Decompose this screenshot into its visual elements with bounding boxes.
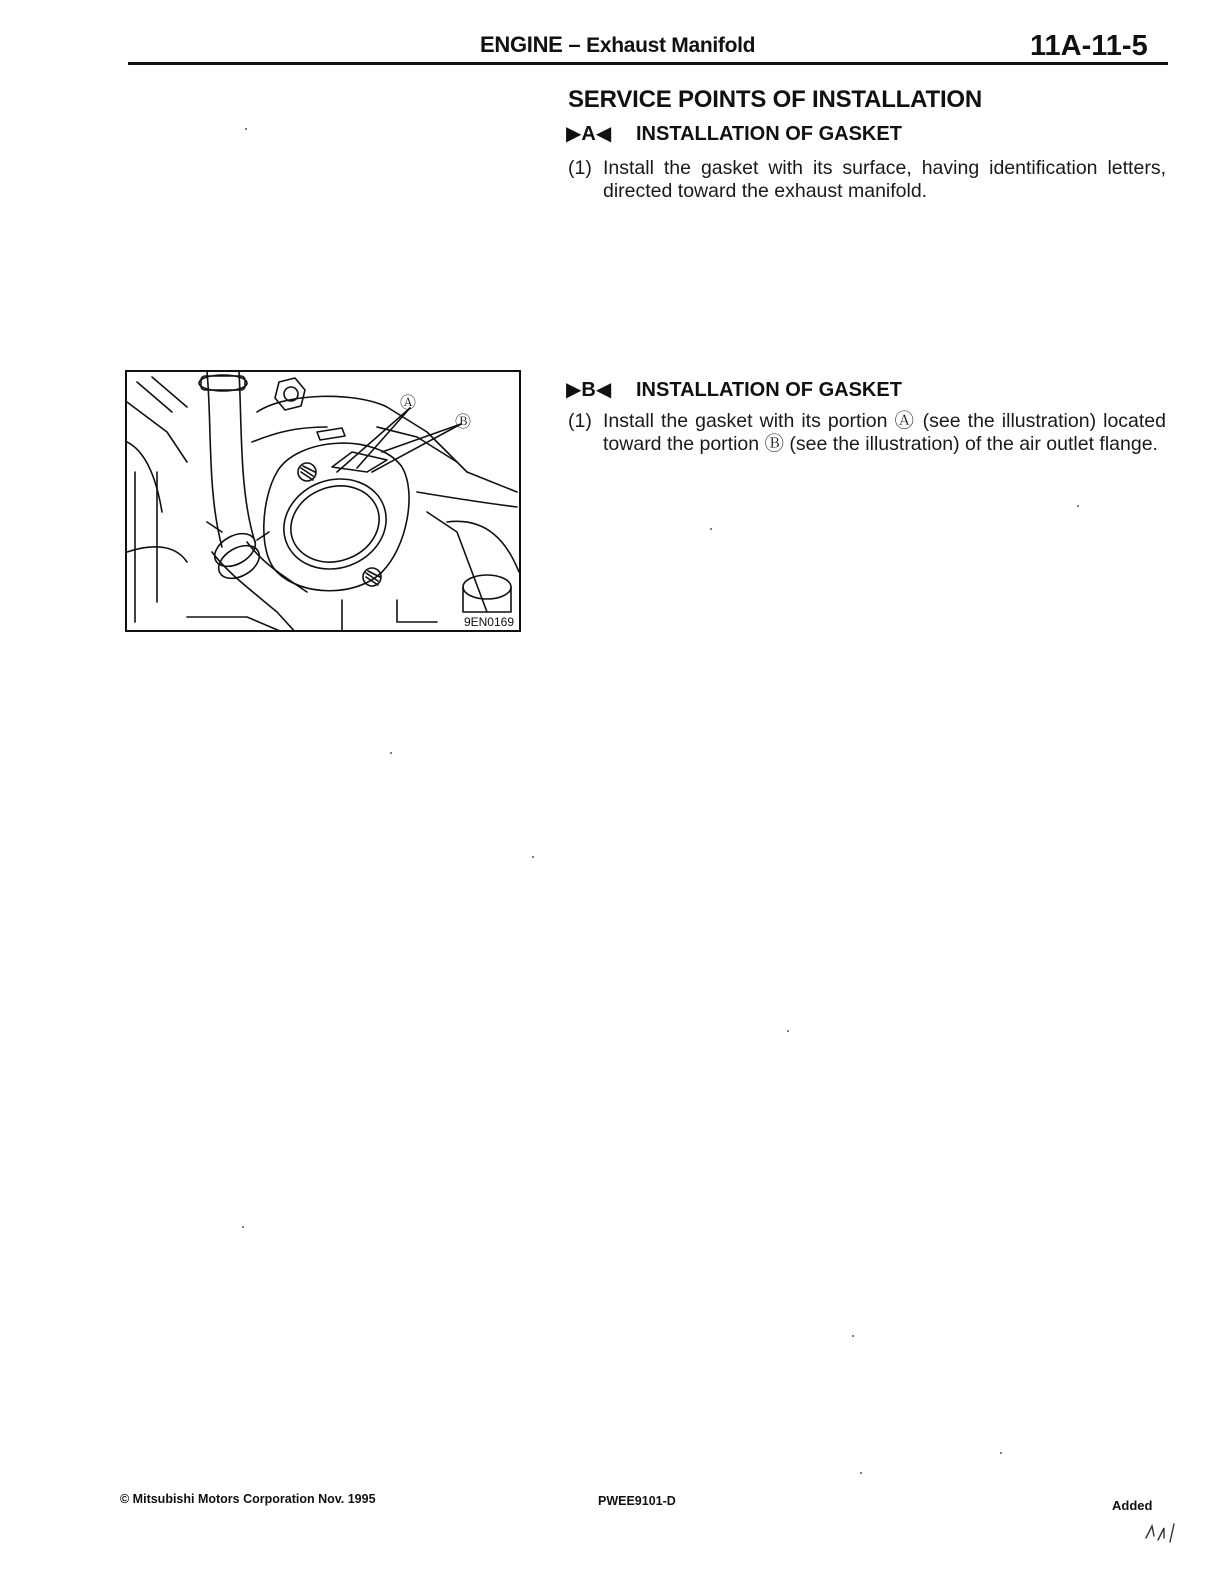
- step-a-heading: [566, 121, 902, 146]
- scan-speck: [532, 856, 534, 858]
- page-number: 11A-11-5: [1030, 30, 1148, 62]
- step-a-marker: ▶A◀: [566, 123, 612, 145]
- header-subsection: Exhaust Manifold: [586, 34, 756, 57]
- step-a-item-number: (1): [568, 157, 592, 179]
- section-heading: SERVICE POINTS OF INSTALLATION: [568, 86, 983, 113]
- step-b-paragraph: [568, 410, 1166, 456]
- scan-speck: [242, 1226, 244, 1228]
- callout-b: Ⓑ: [454, 412, 472, 431]
- gasket-illustration: [125, 370, 521, 632]
- handwritten-mark: [1140, 1516, 1190, 1546]
- scan-speck: [860, 1472, 862, 1474]
- step-a-title: INSTALLATION OF GASKET: [636, 123, 902, 145]
- scan-speck: [390, 752, 392, 754]
- gasket-drawing: [127, 372, 521, 632]
- scan-speck: [710, 528, 712, 530]
- step-a-paragraph: [568, 157, 1166, 203]
- callout-a: Ⓐ: [399, 393, 417, 412]
- scan-speck: [852, 1335, 854, 1337]
- scan-speck: [1000, 1452, 1002, 1454]
- scan-speck: [245, 128, 247, 130]
- footer-copyright: © Mitsubishi Motors Corporation Nov. 1995: [120, 1492, 376, 1506]
- step-a-text: Install the gasket with its surface, having identification letters, directed toward the exhaust manifold.: [603, 157, 1166, 202]
- step-b-text: Install the gasket with its portion Ⓐ (see the illustration) located toward the portion Ⓑ (see the illustration) of the air outlet flange.: [603, 410, 1166, 455]
- footer-doc-code: PWEE9101-D: [598, 1494, 676, 1508]
- scan-speck: [787, 1030, 789, 1032]
- header-section: ENGINE: [480, 32, 563, 57]
- step-b-item-number: (1): [568, 410, 592, 432]
- header-separator: –: [568, 32, 581, 57]
- step-b-marker: ▶B◀: [566, 379, 612, 401]
- step-b-heading: [566, 377, 902, 402]
- footer-status: Added: [1112, 1498, 1153, 1513]
- step-b-title: INSTALLATION OF GASKET: [636, 379, 902, 401]
- header-title: [480, 32, 755, 58]
- header-rule: [128, 62, 1168, 65]
- scan-speck: [1077, 505, 1079, 507]
- figure-code: 9EN0169: [463, 615, 514, 629]
